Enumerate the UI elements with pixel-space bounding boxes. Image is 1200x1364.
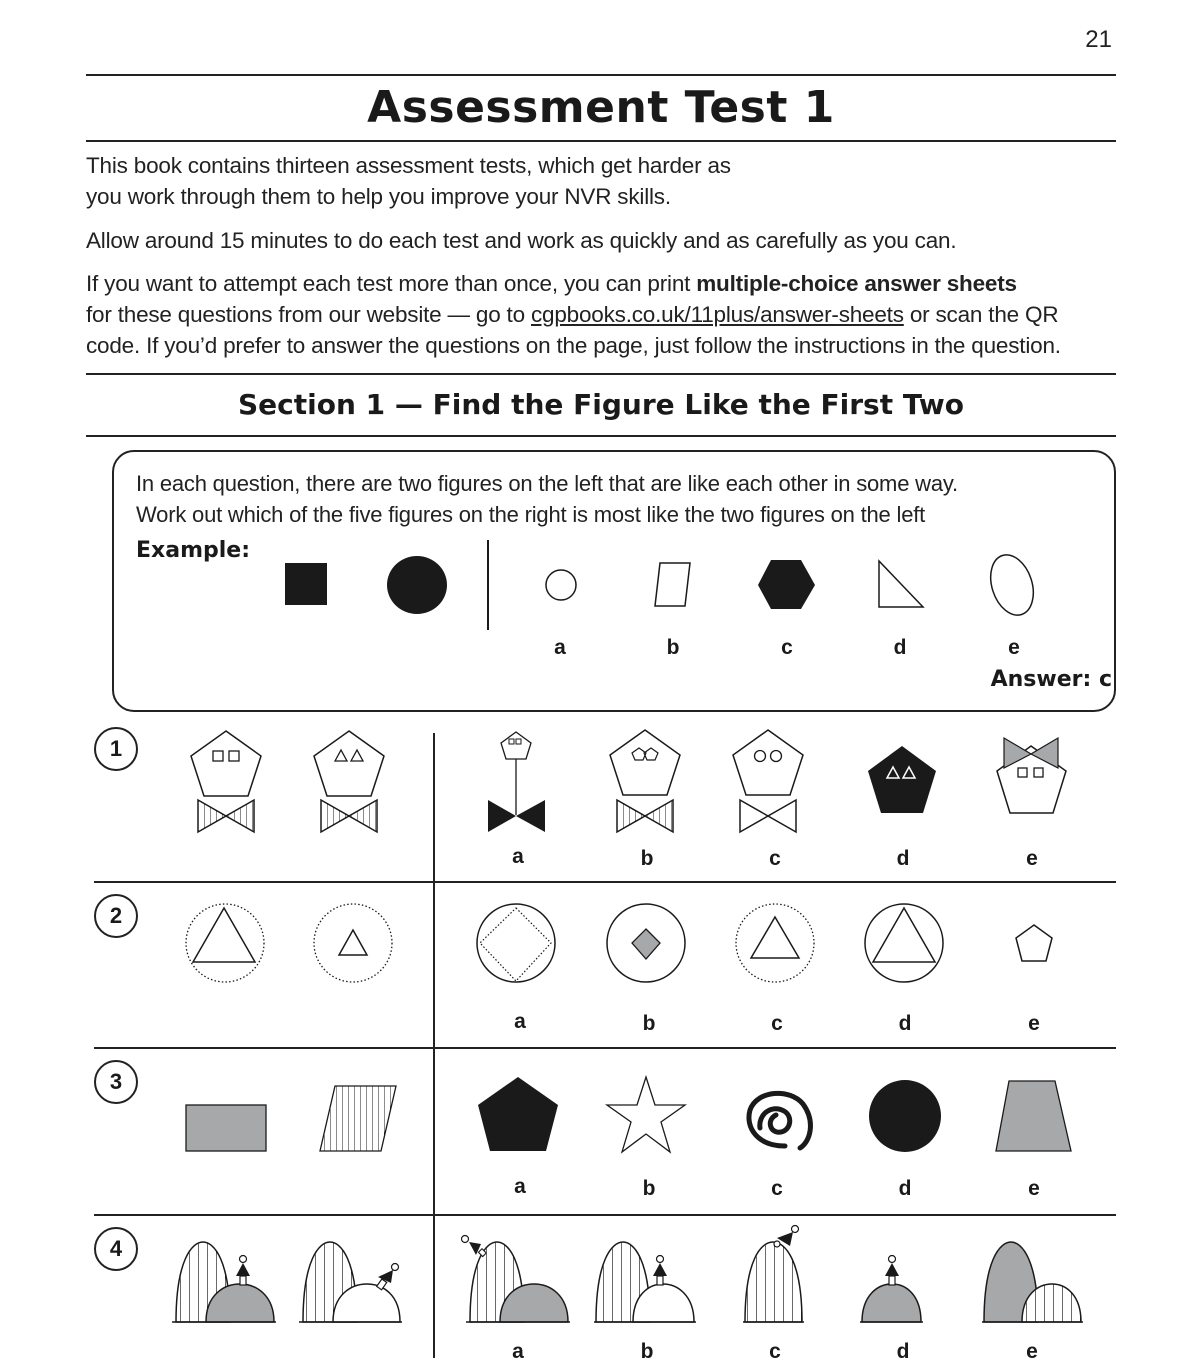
q4-option-b-figure[interactable] (594, 1242, 696, 1322)
q4-given-2-figure (299, 1242, 402, 1322)
q3-option-d-label[interactable]: d (898, 1177, 912, 1200)
q4-option-b-label[interactable]: b (640, 1340, 654, 1363)
example-option-a-label[interactable]: a (554, 636, 566, 659)
q2-option-d-figure[interactable] (865, 904, 943, 982)
q2-option-c-figure[interactable] (736, 904, 814, 982)
q3-option-b-label[interactable]: b (642, 1177, 656, 1200)
q4-option-d-label[interactable]: d (896, 1340, 910, 1363)
q2-option-b-figure[interactable] (607, 904, 685, 982)
q1-option-a-figure[interactable] (488, 732, 545, 832)
section-title: Section 1 — Find the Figure Like the First Two (238, 388, 964, 421)
answer-sheets-link[interactable]: cgpbooks.co.uk/11plus/answer-sheets (530, 302, 904, 327)
q4-option-d-figure[interactable] (860, 1256, 923, 1323)
q1-option-e-figure[interactable] (997, 738, 1066, 813)
intro-line: you work through them to help you improve your NVR skills. (86, 184, 671, 209)
q2-option-c-label[interactable]: c (771, 1012, 783, 1035)
q1-option-e-label[interactable]: e (1026, 847, 1038, 870)
example-option-b-label[interactable]: b (666, 636, 680, 659)
page-number: 21 (1085, 26, 1112, 53)
q1-option-c-label[interactable]: c (769, 847, 781, 870)
q2-option-e-figure[interactable] (1016, 925, 1052, 961)
intro-line: code. If you’d prefer to answer the questions on the page, just follow the instructions in the question. (86, 333, 1061, 358)
instruction-line: Work out which of the five figures on the right is most like the two figures on the left (136, 502, 926, 527)
q2-option-a-label[interactable]: a (514, 1010, 526, 1033)
intro-text: or scan the QR (903, 302, 1059, 327)
q1-option-c-figure[interactable] (733, 730, 803, 832)
q3-option-e-label[interactable]: e (1028, 1177, 1040, 1200)
example-option-c-label[interactable]: c (781, 636, 793, 659)
intro-text: If you want to attempt each test more than once, you can print (86, 271, 697, 296)
example-option-e-label[interactable]: e (1008, 636, 1020, 659)
q1-given-1-figure (191, 731, 261, 832)
page-title: Assessment Test 1 (367, 82, 835, 133)
question-number-1: 1 (94, 727, 138, 771)
q2-given-2-figure (314, 904, 392, 982)
q4-option-c-figure[interactable] (743, 1226, 804, 1323)
example-option-d-label[interactable]: d (893, 636, 907, 659)
q1-option-a-label[interactable]: a (512, 845, 524, 868)
q1-option-b-figure[interactable] (610, 730, 680, 832)
q3-option-b-figure[interactable] (607, 1077, 685, 1152)
q2-option-d-label[interactable]: d (898, 1012, 912, 1035)
question-number-3: 3 (94, 1060, 138, 1104)
intro-line: This book contains thirteen assessment tests, which get harder as (86, 153, 731, 178)
q4-option-e-figure[interactable] (982, 1242, 1083, 1322)
q4-option-a-figure[interactable] (462, 1236, 571, 1323)
q4-given-1-figure (172, 1242, 276, 1322)
q4-option-e-label[interactable]: e (1026, 1340, 1038, 1363)
intro-text: for these questions from our website — go to (86, 302, 531, 327)
q2-option-b-label[interactable]: b (642, 1012, 656, 1035)
question-number-4: 4 (94, 1227, 138, 1271)
q3-option-d-figure[interactable] (869, 1080, 941, 1152)
q3-given-1-figure (186, 1105, 266, 1151)
q3-given-2-figure (320, 1086, 396, 1151)
q2-option-a-figure[interactable] (477, 904, 555, 982)
intro-paragraph-2: Allow around 15 minutes to do each test and work as quickly and as carefully as you can. (86, 228, 957, 253)
q3-option-a-figure[interactable] (478, 1077, 558, 1151)
q4-option-c-label[interactable]: c (769, 1340, 781, 1363)
q2-option-e-label[interactable]: e (1028, 1012, 1040, 1035)
q3-option-a-label[interactable]: a (514, 1175, 526, 1198)
q2-given-1-figure (186, 904, 264, 982)
example-answer: Answer: c (990, 667, 1112, 692)
q4-option-a-label[interactable]: a (512, 1340, 524, 1363)
q1-given-2-figure (314, 731, 384, 832)
q1-option-d-figure[interactable] (868, 746, 936, 813)
answer-sheets-emphasis: multiple-choice answer sheets (696, 271, 1017, 296)
q3-option-c-label[interactable]: c (771, 1177, 783, 1200)
q3-option-c-figure[interactable] (749, 1093, 810, 1148)
q3-option-e-figure[interactable] (996, 1081, 1071, 1151)
q1-option-b-label[interactable]: b (640, 847, 654, 870)
question-number-2: 2 (94, 894, 138, 938)
example-label: Example: (136, 538, 250, 563)
instruction-line: In each question, there are two figures on the left that are like each other in some way. (136, 471, 958, 496)
q1-option-d-label[interactable]: d (896, 847, 910, 870)
